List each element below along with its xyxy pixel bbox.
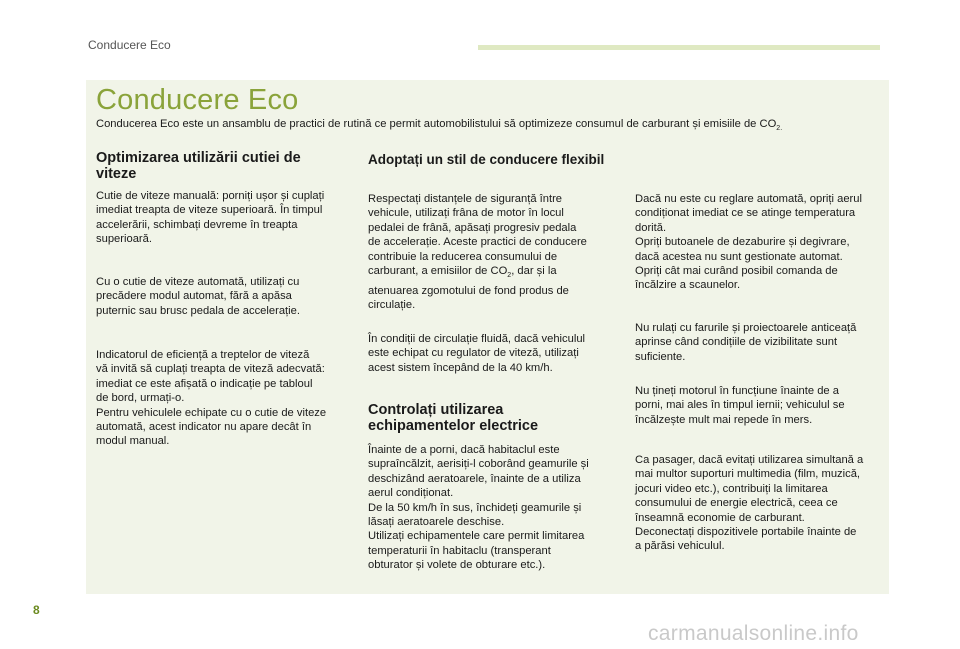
paragraph-gear-indicator: Indicatorul de eficiență a treptelor de viteză vă invită să cuplați treapta de viteză adecvată: imediat ce este afișată o indicație pe tabloul de bord, urmați-o. Pentru vehiculele echipate cu o cutie de viteze automată, acest indicator nu apare decât în modul manual. [96, 349, 327, 448]
safety-subscript: 2 [507, 272, 512, 280]
paragraph-multimedia: Ca pasager, dacă evitați utilizarea simultană a mai multor suporturi multimedia (film, muzică, jocuri video etc.), contribuiți la limitarea consumului de energie electrică, ceea ce înseamnă economie de carburant. Deconectați dispozitivele portabile înainte de a părăsi vehiculul. [635, 454, 864, 553]
paragraph-ventilation: Înainte de a porni, dacă habitaclul este supraîncălzit, aerisiți-l coborând geamurile și deschizând aeratoarele, înainte de a utiliza aerul condiționat. De la 50 km/h în sus, închideți geamurile și lăsați aeratoarele deschise. Utilizați echipamentele care permit limitarea temperaturii în habitaclu (transperant obturator și volete de obturare etc.). [368, 444, 589, 572]
paragraph-lights: Nu rulați cu farurile și proiectoarele anticeață aprinse când condițiile de vizibilitate sunt suficiente. [635, 322, 857, 363]
heading-gearbox: Optimizarea utilizării cutiei de viteze [96, 150, 301, 182]
watermark-text: carmanualsonline.info [648, 622, 859, 645]
header-accent-bar [478, 45, 880, 50]
heading-driving-style: Adoptați un stil de conducere flexibil [368, 152, 605, 167]
paragraph-air-conditioning: Dacă nu este cu reglare automată, opriți aerul condiționat imediat ce se atinge temperatura dorită. Opriți butoanele de dezaburire și degivrare, dacă acestea nu sunt gestionate automat. Opriți cât mai curând posibil comanda de încălzire a scaunelor. [635, 193, 862, 292]
paragraph-engine-idle: Nu țineți motorul în funcțiune înainte de a porni, mai ales în timpul iernii; vehiculul se încălzește mult mai repede în mers. [635, 385, 845, 426]
heading-electrical-equipment: Controlați utilizarea echipamentelor electrice [368, 402, 539, 434]
intro-text [96, 117, 876, 136]
paragraph-automatic-gearbox: Cu o cutie de viteze automată, utilizați cu precădere modul automat, fără a apăsa puternic sau brusc pedala de accelerație. [96, 276, 300, 317]
paragraph-safety-distance [368, 192, 628, 312]
safety-text-main: Respectați distanțele de siguranță între vehicule, utilizați frâna de motor în locul pedalei de frână, apăsați progresiv pedala de accelerație. Aceste practici de conducere contribuie la reducerea consumului de carburant, a emisiilor de CO [368, 193, 587, 278]
section-header-label: Conducere Eco [88, 38, 171, 52]
intro-subscript: 2. [776, 125, 783, 133]
paragraph-manual-gearbox: Cutie de viteze manuală: porniți ușor și cuplați imediat treapta de viteze superioară. În timpul accelerării, schimbați devreme în treapta superioară. [96, 190, 325, 246]
page-number: 8 [33, 603, 40, 617]
safety-text-end: , dar și la atenuarea zgomotului de fond produs de circulație. [368, 265, 569, 312]
intro-text-main: Conducerea Eco este un ansamblu de practici de rutină ce permit automobilistului să optimizeze consumul de carburant și emisiile de CO [96, 118, 777, 130]
page-title: Conducere Eco [96, 84, 299, 116]
paragraph-cruise-control: În condiții de circulație fluidă, dacă vehiculul este echipat cu regulator de viteză, utilizați acest sistem începând de la 40 km/h. [368, 333, 586, 374]
